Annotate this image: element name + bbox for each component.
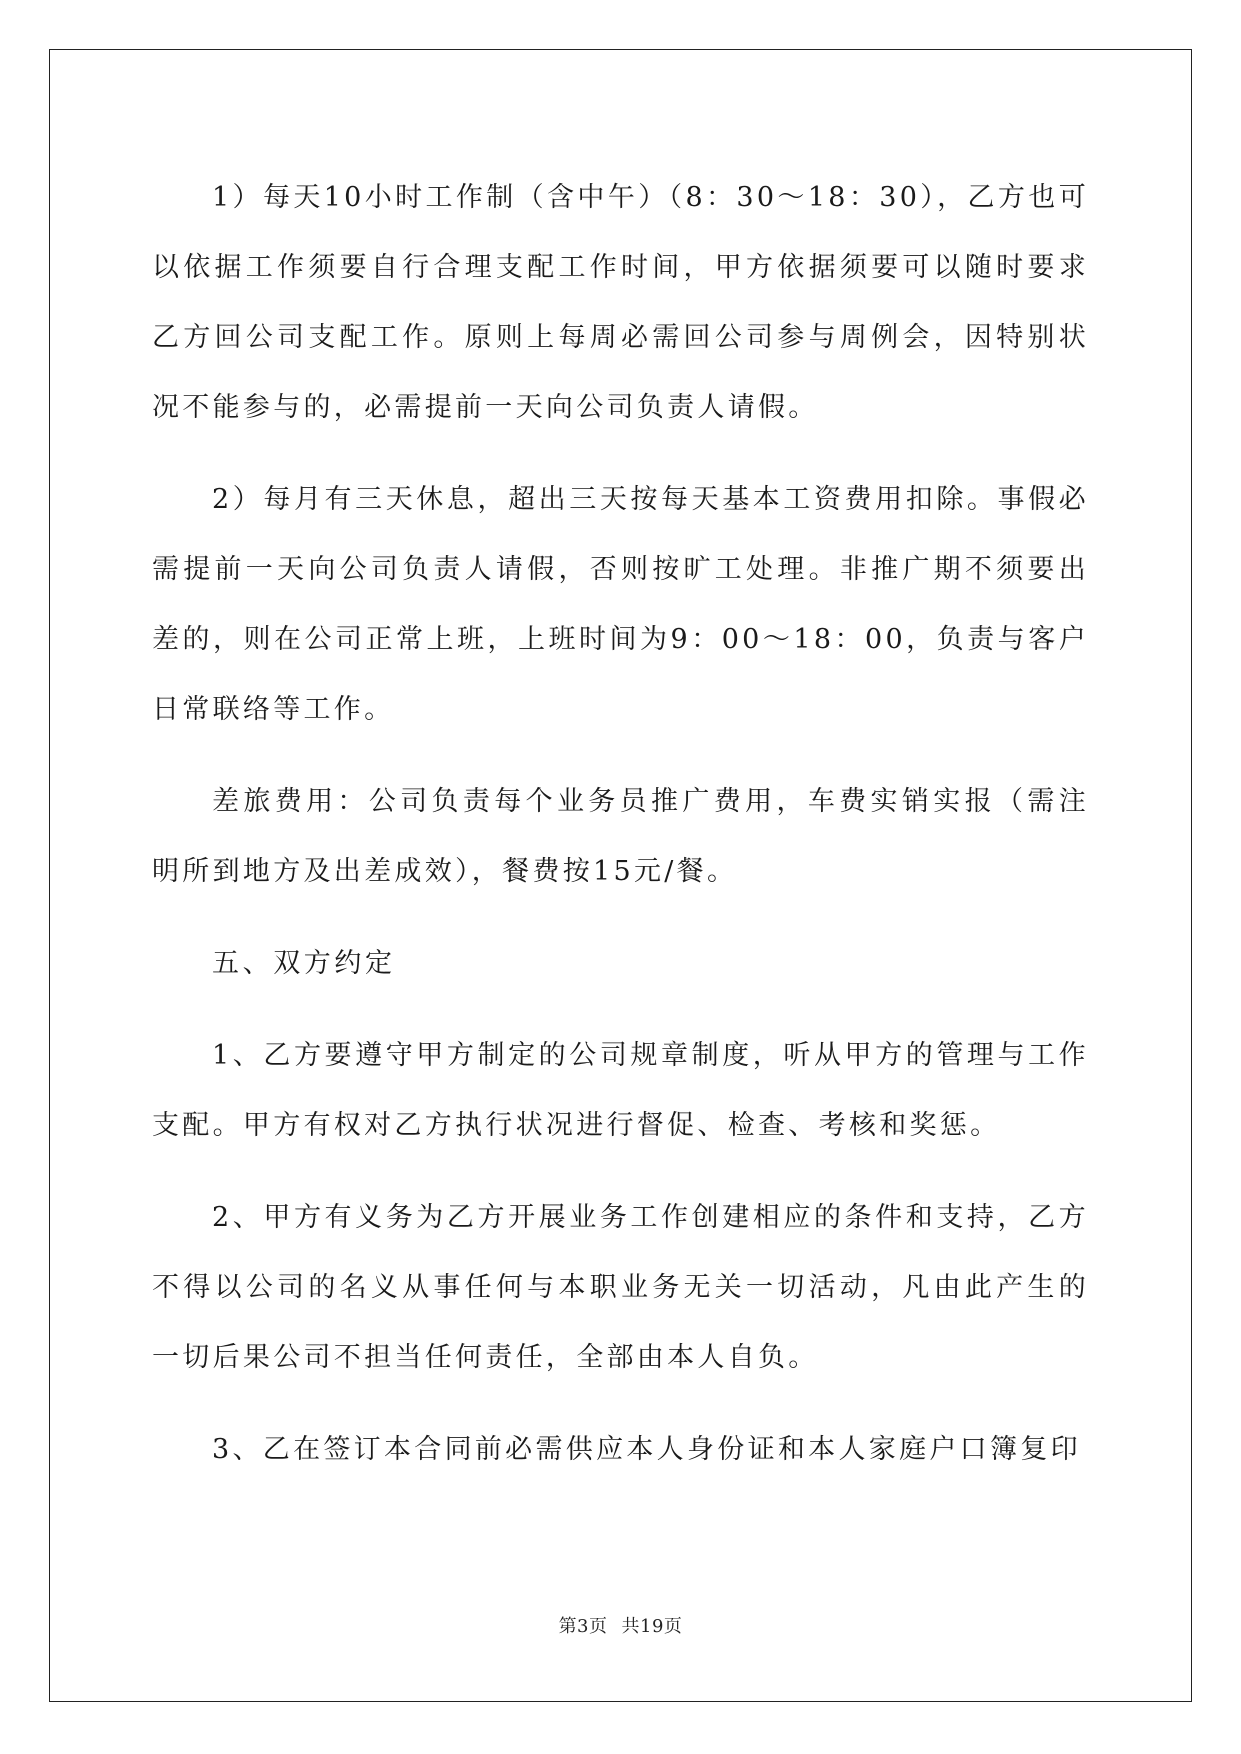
paragraph-work-hours: 1）每天10小时工作制（含中午）（8：30～18：30），乙方也可以依据工作须要自行合理支配工作时间，甲方依据须要可以随时要求乙方回公司支配工作。原则上每周必需回公司参与周例会，因特别状况不能参与的，必需提前一天向公司负责人请假。 [152,182,1089,423]
paragraph-clause-1: 1、乙方要遵守甲方制定的公司规章制度，听从甲方的管理与工作支配。甲方有权对乙方执行状况进行督促、检查、考核和奖惩。 [152,1040,1089,1141]
page-footer [0,1612,1241,1638]
page-total: 共19页 [621,1616,683,1637]
document-body [152,163,1089,1507]
paragraph-travel-expenses: 差旅费用：公司负责每个业务员推广费用，车费实销实报（需注明所到地方及出差成效），餐费按15元/餐。 [152,786,1089,887]
section-heading-agreement: 五、双方约定 [212,948,396,979]
paragraph-clause-2: 2、甲方有义务为乙方开展业务工作创建相应的条件和支持，乙方不得以公司的名义从事任何与本职业务无关一切活动，凡由此产生的一切后果公司不担当任何责任，全部由本人自负。 [152,1202,1089,1373]
paragraph-rest-days: 2）每月有三天休息，超出三天按每天基本工资费用扣除。事假必需提前一天向公司负责人请假，否则按旷工处理。非推广期不须要出差的，则在公司正常上班，上班时间为9：00～18：00，负责与客户日常联络等工作。 [152,484,1089,725]
page-number: 第3页 [558,1616,608,1637]
paragraph-clause-3: 3、乙在签订本合同前必需供应本人身份证和本人家庭户口簿复印 [212,1434,1081,1465]
